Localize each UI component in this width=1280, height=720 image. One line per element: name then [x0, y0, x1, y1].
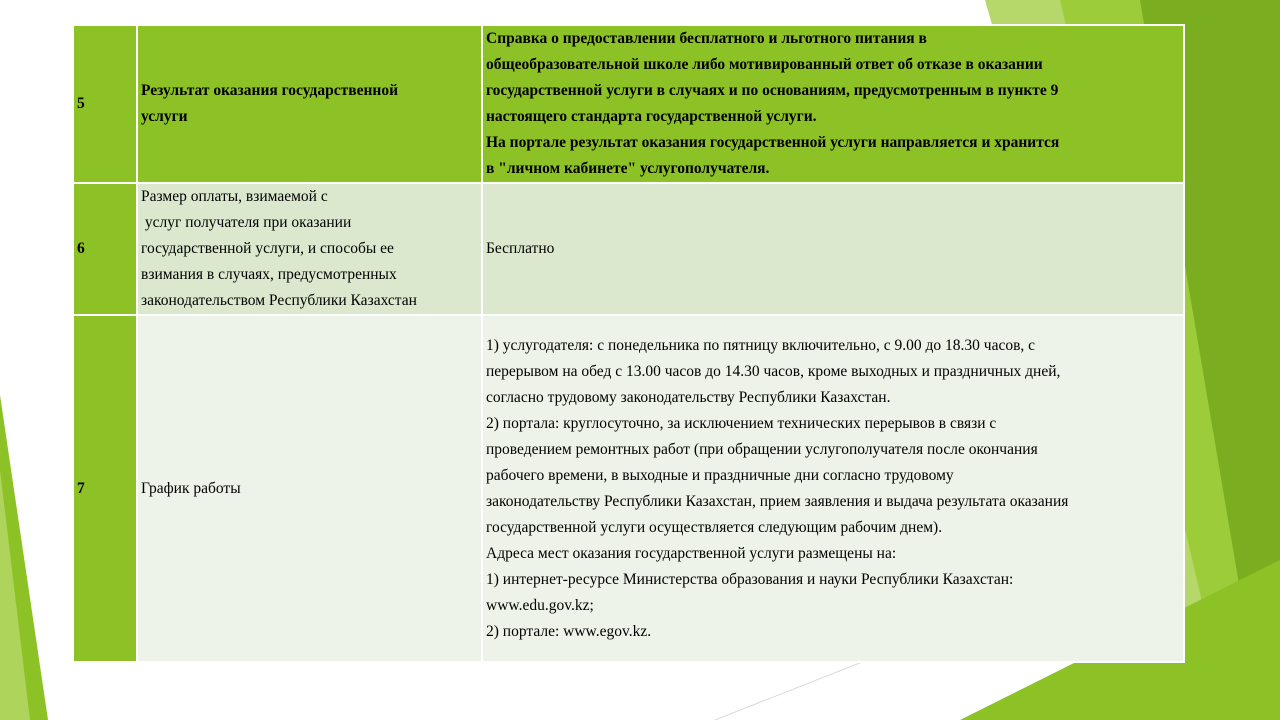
label-line: услуг получателя при оказании	[141, 214, 352, 231]
label-line: Размер оплаты, взимаемой с	[141, 188, 328, 205]
value-line: 2) портале: www.egov.kz.	[486, 622, 652, 640]
value-line: Справка о предоставлении бесплатного и льготного питания в	[486, 30, 927, 47]
label-line: Результат оказания государственной	[141, 82, 398, 99]
value-line: проведением ремонтных работ (при обращении услугополучателя после окончания	[486, 440, 1038, 458]
label-line: График работы	[141, 479, 241, 497]
value-line: 1) интернет-ресурсе Министерства образования и науки Республики Казахстан:	[486, 570, 1014, 588]
value-line: согласно трудовому законодательству Республики Казахстан.	[486, 388, 891, 406]
row-value	[482, 315, 1184, 662]
service-standard-table	[72, 24, 1185, 663]
value-line: 2) портала: круглосуточно, за исключением технических перерывов в связи с	[486, 414, 997, 432]
label-line: услуги	[141, 108, 188, 125]
value-line: На портале результат оказания государственной услуги направляется и хранится	[486, 134, 1060, 151]
value-line: 1) услугодателя: с понедельника по пятницу включительно, с 9.00 до 18.30 часов, с	[486, 336, 1036, 354]
value-line: Адреса мест оказания государственной услуги размещены на:	[486, 544, 897, 562]
table-row	[73, 25, 1184, 183]
value-line: настоящего стандарта государственной услуги.	[486, 108, 817, 125]
row-value	[482, 183, 1184, 315]
label-line: государственной услуги, и способы ее	[141, 240, 394, 257]
label-line: законодательством Республики Казахстан	[141, 292, 417, 309]
row-number: 5	[73, 25, 137, 183]
row-number: 6	[73, 183, 137, 315]
table-row	[73, 183, 1184, 315]
table-row	[73, 315, 1184, 662]
value-line: Бесплатно	[486, 240, 555, 257]
value-line: www.edu.gov.kz;	[486, 596, 594, 614]
value-line: законодательству Республики Казахстан, прием заявления и выдача результата оказания	[486, 492, 1069, 510]
value-line: рабочего времени, в выходные и праздничные дни согласно трудовому	[486, 466, 954, 484]
row-value	[482, 25, 1184, 183]
row-label	[137, 25, 482, 183]
value-line: в "личном кабинете" услугополучателя.	[486, 160, 770, 177]
value-line: общеобразовательной школе либо мотивированный ответ об отказе в оказании	[486, 56, 1043, 73]
row-label	[137, 315, 482, 662]
row-number: 7	[73, 315, 137, 662]
label-line: взимания в случаях, предусмотренных	[141, 266, 397, 283]
value-line: государственной услуги в случаях и по основаниям, предусмотренным в пункте 9	[486, 82, 1059, 99]
row-label	[137, 183, 482, 315]
value-line: перерывом на обед с 13.00 часов до 14.30 часов, кроме выходных и праздничных дней,	[486, 362, 1061, 380]
value-line: государственной услуги осуществляется следующим рабочим днем).	[486, 518, 943, 536]
thin-diagonal-line	[715, 655, 880, 720]
